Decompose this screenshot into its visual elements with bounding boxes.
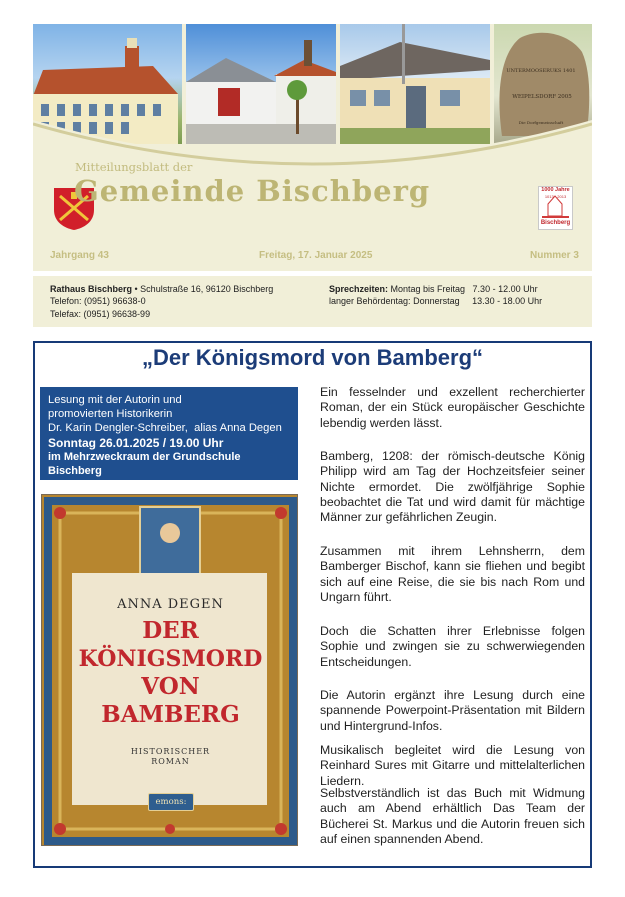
event-line-3: Dr. Karin Dengler-Schreiber, alias Anna Degen bbox=[48, 422, 282, 435]
book-genre-line-2: ROMAN bbox=[151, 757, 190, 766]
event-date-time: Sonntag 26.01.2025 / 19.00 Uhr bbox=[48, 435, 224, 450]
address-text: • Schulstraße 16, 96120 Bischberg bbox=[132, 284, 274, 294]
office-hours-line-2: langer Behördentag: Donnerstag 13.30 - 18.00 Uhr bbox=[329, 296, 543, 307]
event-info-box bbox=[40, 387, 298, 480]
issue-number: Nummer 3 bbox=[530, 250, 579, 261]
office-hours-line-1 bbox=[329, 283, 542, 295]
jubilee-logo bbox=[538, 186, 573, 230]
book-author: ANNA DEGEN bbox=[117, 597, 224, 612]
volume-label: Jahrgang 43 bbox=[50, 250, 109, 261]
book-title-line-2: KÖNIGSMORD bbox=[78, 646, 263, 672]
stone-inscription-2: WEIPELSDORF 2005 bbox=[512, 94, 572, 100]
paragraph-3: Zusammen mit ihrem Lehnsherrn, dem Bamberger Bischof, kann sie fliehen und begibt sich auf eine Reise, die sie bis nach Rom und Ungarn führt. bbox=[320, 544, 585, 604]
article-headline: „Der Königsmord von Bamberg“ bbox=[141, 345, 484, 370]
masthead-banner bbox=[33, 24, 592, 271]
office-hours-regular: Montag bis Freitag 7.30 - 12.00 Uhr bbox=[388, 284, 538, 294]
event-location: im Mehrzweckraum der Grundschule Bischberg bbox=[48, 450, 241, 478]
rathaus-label: Rathaus Bischberg bbox=[50, 284, 133, 294]
issue-date: Freitag, 17. Januar 2025 bbox=[259, 250, 373, 261]
book-cover bbox=[41, 494, 298, 846]
event-line-2: promovierten Historikerin bbox=[48, 408, 173, 421]
book-title-line-1: DER bbox=[142, 617, 199, 644]
paragraph-1: Ein fesselnder und exzellent recherchierter Roman, der ein Stück europäischer Geschichte lebendig werden lässt. bbox=[320, 385, 585, 430]
publisher-logo: emons: bbox=[148, 793, 194, 811]
contact-address-block bbox=[50, 283, 273, 320]
paragraph-6: Musikalisch begleitet wird die Lesung von Reinhard Sures mit Gitarre und mittelalterlichen Liedern. bbox=[320, 743, 585, 788]
paragraph-4: Doch die Schatten ihrer Erlebnisse folgen Sophie und zwingen sie zu schwerwiegenden Entscheidungen. bbox=[320, 624, 585, 669]
phone-line: Telefon: (0951) 96638-0 bbox=[50, 296, 146, 307]
event-line-1: Lesung mit der Autorin und bbox=[48, 394, 182, 406]
jubilee-line-2: 1013 · 2013 bbox=[544, 194, 567, 199]
contact-info-bar bbox=[33, 276, 592, 327]
fax-line: Telefax: (0951) 96638-99 bbox=[50, 308, 151, 319]
paragraph-2: Bamberg, 1208: der römisch-deutsche König Philipp wird am Tag der Hochzeitsfeier seiner Nichte ermordet. Die zwölfjährige Sophie beobachtet die Tat und wird damit für mächtige Männer zur gefährlichen Zeugin. bbox=[320, 449, 585, 525]
office-hours-block bbox=[329, 283, 542, 308]
jubilee-line-3: Bischberg bbox=[540, 220, 571, 226]
paragraph-5: Die Autorin ergänzt ihre Lesung durch eine spannende Powerpoint-Präsentation mit Bildern und Hintergrund-Infos. bbox=[320, 688, 585, 733]
jubilee-line-1: 1000 Jahre bbox=[541, 187, 570, 193]
masthead-subtitle: Mitteilungsblatt der bbox=[75, 160, 193, 174]
paragraph-7: Selbstverständlich ist das Buch mit Widmung auch am Abend erhältlich Das Team der Bücherei St. Markus und die Autorin freuen sich auf einen spannenden Abend. bbox=[320, 786, 585, 846]
book-genre-line-1: HISTORISCHER bbox=[130, 747, 211, 756]
stone-inscription-3: Die Dorfgemeinschaft bbox=[518, 120, 564, 125]
book-genre bbox=[42, 747, 298, 767]
stone-inscription-1: UNTERMOOSERUKS 1401 bbox=[506, 68, 576, 74]
office-hours-label: Sprechzeiten: bbox=[329, 284, 389, 294]
book-title bbox=[42, 617, 298, 729]
book-title-line-3: VON bbox=[141, 673, 200, 700]
masthead-title: Gemeinde Bischberg bbox=[74, 174, 431, 208]
address-line bbox=[50, 283, 273, 295]
book-title-line-4: BAMBERG bbox=[101, 701, 240, 728]
